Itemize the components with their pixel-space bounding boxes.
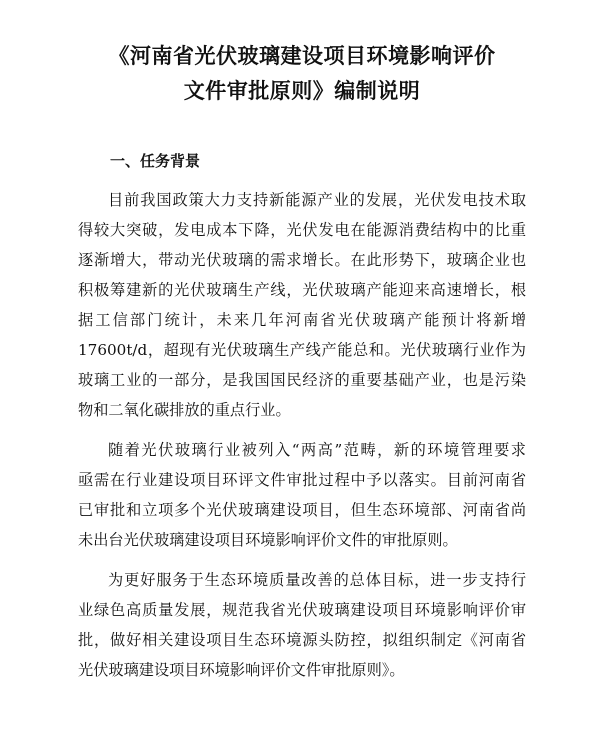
paragraph-1-line: 玻璃工业的一部分，是我国国民经济的重要基础产业，也是污染 — [78, 371, 526, 389]
paragraph-2-line: 随着光伏玻璃行业被列入“两高”范畴，新的环境管理要求 — [108, 441, 526, 459]
paragraph-1-line: 物和二氧化碳排放的重点行业。 — [78, 401, 291, 419]
paragraph-1-line: 目前我国政策大力支持新能源产业的发展，光伏发电技术取 — [108, 191, 526, 209]
paragraph-3-line: 业绿色高质量发展，规范我省光伏玻璃建设项目环境影响评价审 — [78, 601, 526, 619]
paragraph-3-line: 批，做好相关建设项目生态环境源头防控，拟组织制定《河南省 — [78, 631, 526, 649]
paragraph-2-line: 亟需在行业建设项目环评文件审批过程中予以落实。目前河南省 — [78, 471, 526, 489]
paragraph-2-line: 已审批和立项多个光伏玻璃建设项目，但生态环境部、河南省尚 — [78, 501, 526, 519]
paragraph-1-line: 得较大突破，发电成本下降，光伏发电在能源消费结构中的比重 — [78, 221, 526, 239]
paragraph-1-line: 逐渐增大，带动光伏玻璃的需求增长。在此形势下，玻璃企业也 — [78, 251, 526, 269]
document-title-line-2: 文件审批原则》编制说明 — [183, 79, 421, 103]
paragraph-3-line: 光伏玻璃建设项目环境影响评价文件审批原则》。 — [78, 661, 405, 679]
section-heading-background: 一、任务背景 — [110, 152, 201, 170]
paragraph-2-line: 未出台光伏玻璃建设项目环境影响评价文件的审批原则。 — [78, 531, 458, 549]
paragraph-1-line: 积极筹建新的光伏玻璃生产线，光伏玻璃产能迎来高速增长，根 — [78, 281, 526, 299]
document-title-line-1: 《河南省光伏玻璃建设项目环境影响评价 — [108, 44, 496, 68]
paragraph-3-line: 为更好服务于生态环境质量改善的总体目标，进一步支持行 — [108, 571, 526, 589]
paragraph-1-line: 17600t/d，超现有光伏玻璃生产线产能总和。光伏玻璃行业作为 — [78, 341, 526, 359]
paragraph-1-line: 据工信部门统计，未来几年河南省光伏玻璃产能预计将新增 — [78, 311, 526, 329]
